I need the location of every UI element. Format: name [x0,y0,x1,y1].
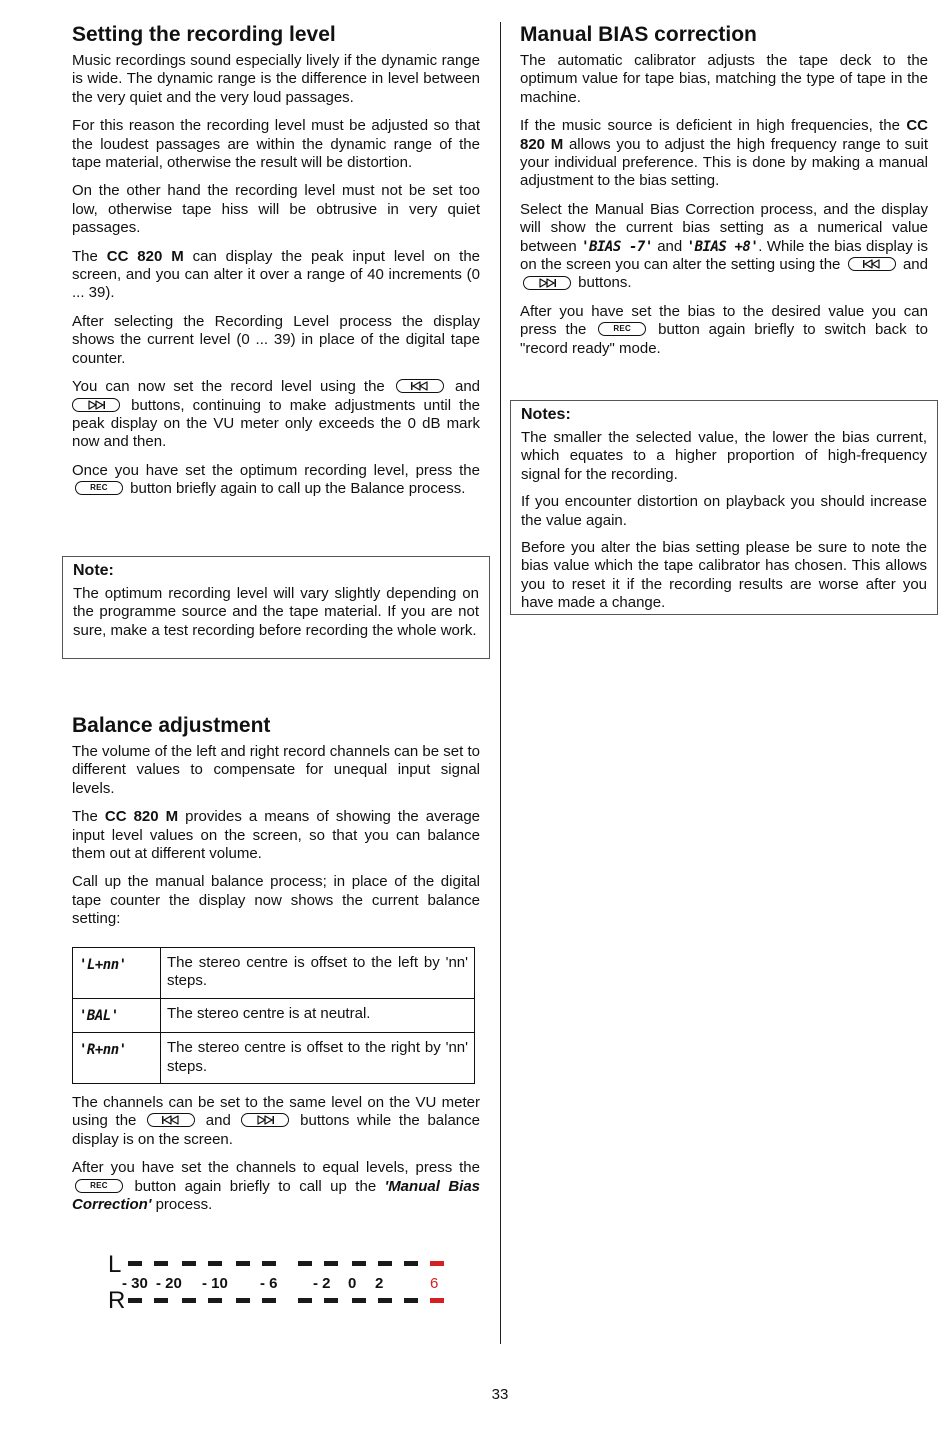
text: The [72,808,105,826]
recording-level-heading: Setting the recording level [72,23,336,46]
paragraph [72,462,480,499]
fast-forward-button [241,1113,289,1127]
text: Select the Manual Bias Correction process, and the display will show the current bias setting as a numerical value between [520,200,928,255]
vu-segment [128,1261,142,1266]
paragraph: After selecting the Recording Level process the display shows the current level (0 ... 39) in place of the digital tape counter. [72,312,480,367]
lcd-text: 'BIAS +8' [686,238,759,255]
code-description: The stereo centre is offset to the right by 'nn' steps. [161,1033,475,1084]
rewind-button [848,257,896,271]
vu-segment [182,1261,196,1266]
text: buttons, continuing to make adjustments until the peak display on the VU meter only exceeds the 0 dB mark now and then. [72,396,480,451]
lcd-text: 'BIAS -7' [581,238,653,255]
vu-segment [128,1298,142,1303]
code-description: The stereo centre is offset to the left by 'nn' steps. [161,948,475,999]
notes-box [510,400,938,615]
balance-section-continued [72,1094,480,1224]
text: and [652,237,687,255]
paragraph [72,248,480,303]
text: allows you to adjust the high frequency range to suit your individual preference. This is done by making a manual adjustment to the bias setting. [520,135,928,190]
text: and [902,256,928,274]
vu-segment [154,1261,168,1266]
vu-peak-segment [430,1261,444,1266]
note-heading: Note: [73,562,114,579]
vu-segment [208,1298,222,1303]
display-code [73,948,161,999]
notes-text: The smaller the selected value, the lower the bias current, which equates to a higher proportion of high-frequency signal for the recording. [521,429,927,483]
vu-segment [352,1261,366,1266]
lcd-text: 'R+nn' [79,1042,127,1059]
paragraph [72,1159,480,1214]
lcd-text: 'BAL' [79,1007,119,1024]
table-row [73,948,475,999]
scale-label: - 10 [202,1275,228,1292]
text: buttons. [578,274,632,292]
notes-text: If you encounter distortion on playback you should increase the value again. [521,493,927,529]
paragraph: Music recordings sound especially lively if the dynamic range is wide. The dynamic range is the difference in level between the very quiet and the very loud passages. [72,52,480,106]
notes-heading: Notes: [521,406,571,423]
code-description: The stereo centre is at neutral. [161,998,475,1032]
vu-peak-segment [430,1298,444,1303]
right-channel-label: R [108,1287,126,1312]
text: button again briefly to switch back to "record ready" mode. [520,321,929,357]
rec-label: REC [90,483,108,493]
display-code [73,1033,161,1084]
paragraph [72,378,480,452]
bias-heading: Manual BIAS correction [520,23,757,46]
balance-section [72,711,480,939]
model-name: CC 820 M [520,117,928,153]
vu-segment [154,1298,168,1303]
scale-label: - 30 [122,1275,148,1292]
text: The channels can be set to the same level on the VU meter using the [72,1094,480,1130]
vu-segment [208,1261,222,1266]
fast-forward-button [72,398,120,412]
scale-label: - 6 [260,1275,278,1292]
rec-button [598,322,646,336]
fast-forward-icon [537,278,557,287]
vu-segment [262,1298,276,1303]
text: If the music source is deficient in high frequencies, the [520,117,907,135]
text: and [205,1112,231,1130]
vu-meter-graphic [108,1250,458,1312]
vu-segment [298,1298,312,1303]
rewind-icon [862,260,882,269]
vu-segment [324,1298,338,1303]
vu-segment [262,1261,276,1266]
process-name: 'Manual Bias Correction' [72,1177,481,1214]
paragraph: The automatic calibrator adjusts the tape deck to the optimum value for tape bias, matching the type of tape in the machine. [520,52,928,106]
vu-segment [404,1261,418,1266]
text: button briefly again to call up the Balance process. [130,480,466,498]
text: Once you have set the optimum recording level, press the [72,461,480,479]
left-column [72,20,480,509]
table-row [73,1033,475,1084]
text: and [454,378,481,396]
vu-segment [378,1261,392,1266]
scale-label: - 2 [313,1275,331,1292]
notes-text: Before you alter the bias setting please be sure to note the bias value which the tape calibrator has chosen. This allows you to reset it if the recording results are worse after you have made a change. [521,539,927,612]
paragraph [520,303,928,358]
scale-label: 2 [375,1275,384,1292]
page-number: 33 [491,1386,509,1403]
vu-meter [108,1250,458,1312]
scale-label: - 20 [156,1275,182,1292]
text: . While the bias display is on the screen you can alter the setting using the [520,237,928,274]
fast-forward-icon [86,400,106,409]
display-code [73,998,161,1032]
text: You can now set the record level using the [72,378,385,396]
rec-button [75,1179,123,1193]
fast-forward-icon [255,1116,275,1125]
paragraph [520,201,928,293]
fast-forward-button [523,276,571,290]
text: buttons while the balance display is on the screen. [72,1112,480,1148]
text: The [72,247,107,265]
rewind-button [147,1113,195,1127]
text: After you have set the channels to equal levels, press the [72,1159,480,1177]
paragraph: For this reason the recording level must be adjusted so that the loudest passages are within the dynamic range of the tape material, otherwise the result will be distortion. [72,117,480,172]
vu-segment [378,1298,392,1303]
paragraph: Call up the manual balance process; in place of the digital tape counter the display now shows the current balance setting: [72,873,480,928]
rec-label: REC [90,1180,108,1190]
table-row [73,998,475,1032]
vu-segment [352,1298,366,1303]
paragraph [520,117,928,191]
text: button again briefly to call up the [134,1177,385,1195]
rewind-button [396,379,444,393]
text: After you have set the bias to the desired value you can press the [520,302,928,339]
column-divider [500,22,501,1344]
paragraph: The volume of the left and right record channels can be set to different values to compensate for unequal input signal levels. [72,743,480,797]
rewind-icon [161,1116,181,1125]
left-channel-segments [128,1261,444,1266]
paragraph [72,1094,480,1149]
balance-code-table [72,947,475,1084]
right-channel-segments [128,1298,444,1303]
text: provides a means of showing the average input level values on the screen, so that you can balance them out at different volume. [72,808,481,863]
model-name: CC 820 M [104,808,179,826]
vu-segment [324,1261,338,1266]
note-box [62,556,490,659]
vu-segment [182,1298,196,1303]
vu-segment [236,1261,250,1266]
paragraph: On the other hand the recording level must not be set too low, otherwise tape hiss will be obtrusive in very quiet passages. [72,182,480,237]
lcd-text: 'L+nn' [79,957,127,973]
model-name: CC 820 M [106,247,184,265]
right-column [520,20,928,368]
left-channel-label: L [108,1251,122,1278]
balance-heading: Balance adjustment [72,714,271,737]
scale-label-peak: 6 [430,1275,439,1292]
note-text: The optimum recording level will vary slightly depending on the programme source and the tape material. If you are not sure, make a test recording before recording the whole work. [73,585,479,639]
vu-segment [404,1298,418,1303]
text: can display the peak input level on the screen, and you can alter it over a range of 40 increments (0 ... 39). [72,247,480,302]
vu-segment [236,1298,250,1303]
text: process. [151,1196,213,1214]
scale-label: 0 [348,1275,357,1292]
vu-segment [298,1261,312,1266]
rec-button [75,481,123,495]
paragraph [72,808,480,863]
rec-label: REC [613,324,632,334]
rewind-icon [410,382,430,391]
